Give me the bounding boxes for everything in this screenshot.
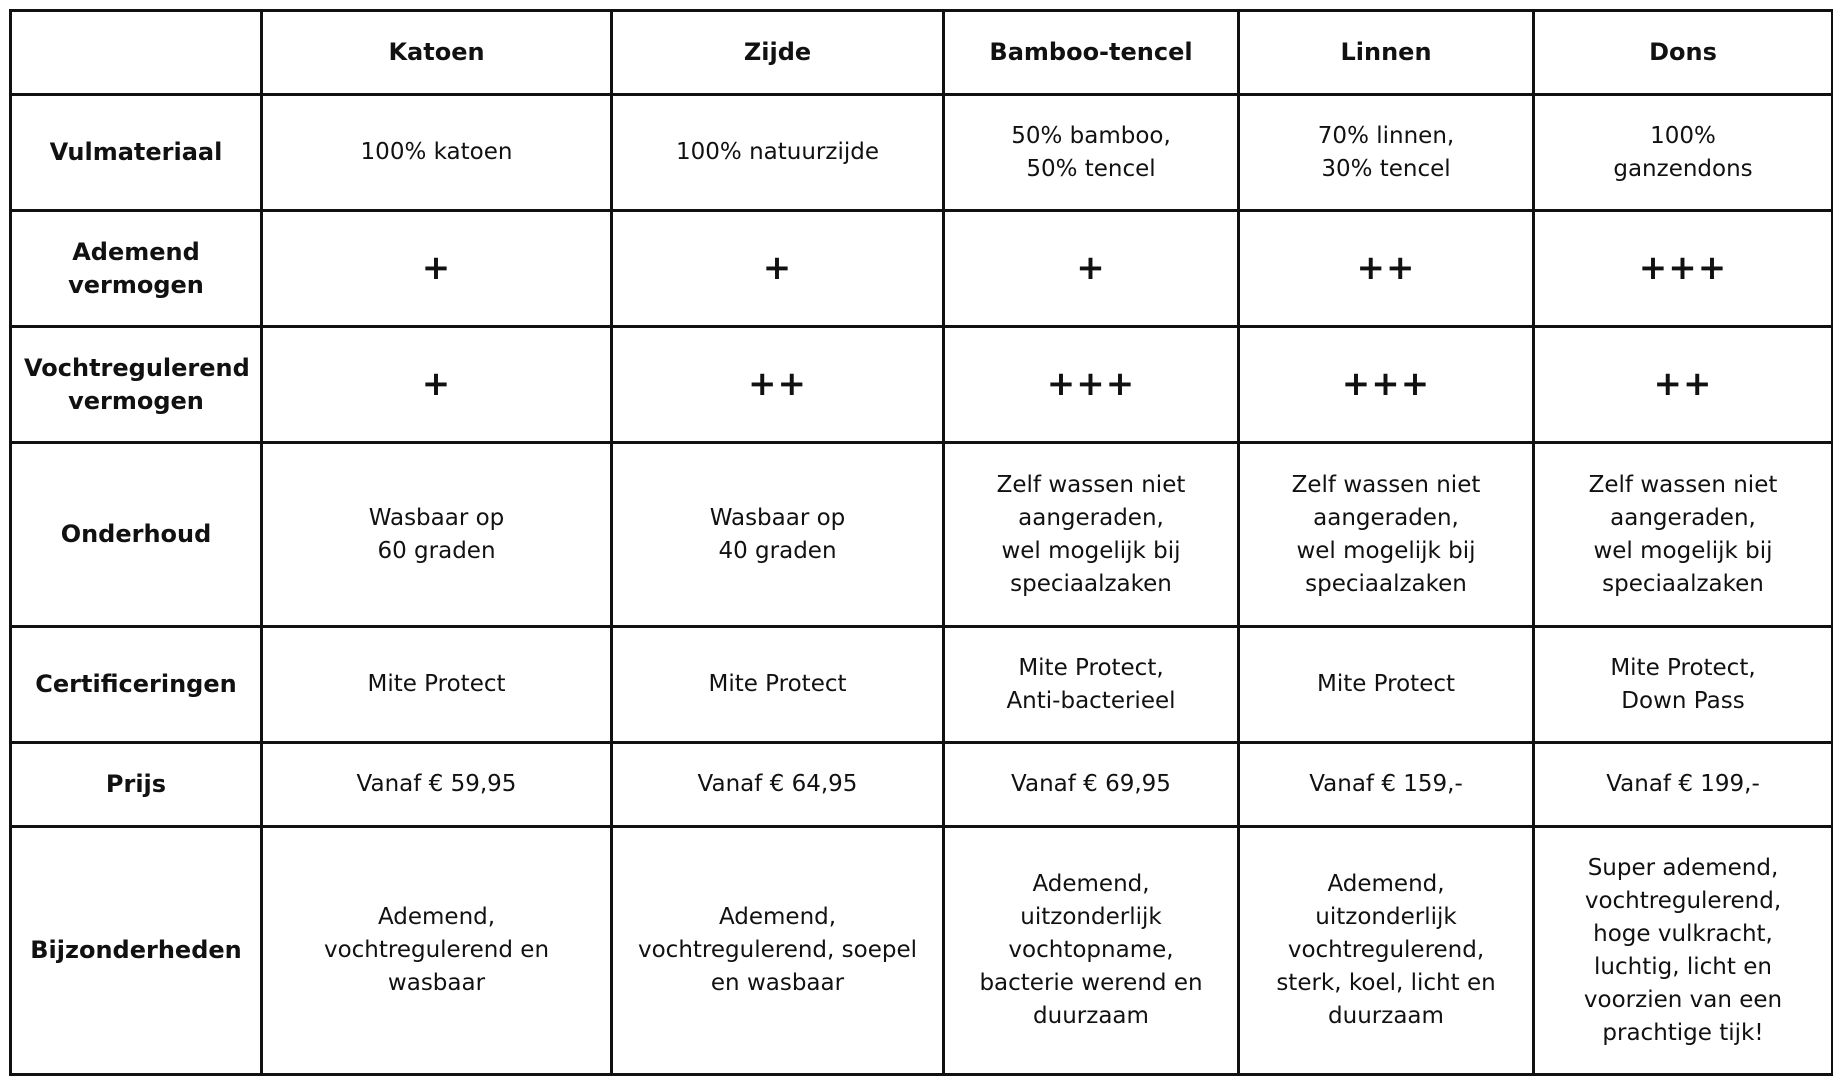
table-cell: Mite Protect, Down Pass [1534,627,1833,743]
table-cell: 100% ganzendons [1534,95,1833,211]
rating-cell: ++ [1534,327,1833,443]
table-cell: Zelf wassen niet aangeraden, wel mogelijk bij speciaalzaken [944,443,1239,627]
row-label-certificeringen: Certificeringen [11,627,262,743]
table-cell: Ademend, uitzonderlijk vochtregulerend, sterk, koel, licht en duurzaam [1239,827,1534,1075]
rating-cell: +++ [1534,211,1833,327]
price-cell: Vanaf € 159,- [1239,743,1534,827]
table-row-bijzonderheden [11,827,1833,1075]
comparison-table [9,9,1833,1076]
header-corner-cell [11,11,262,95]
table-cell: Wasbaar op 40 graden [612,443,944,627]
rating-cell: +++ [944,327,1239,443]
table-cell: 70% linnen, 30% tencel [1239,95,1534,211]
rating-cell: + [262,211,612,327]
table-row-vochtregulerend-vermogen [11,327,1833,443]
row-label-onderhoud: Onderhoud [11,443,262,627]
price-cell: Vanaf € 199,- [1534,743,1833,827]
column-header-dons: Dons [1534,11,1833,95]
column-header-katoen: Katoen [262,11,612,95]
table-cell: 50% bamboo, 50% tencel [944,95,1239,211]
row-label-ademend-vermogen: Ademend vermogen [11,211,262,327]
table-cell: Super ademend, vochtregulerend, hoge vulkracht, luchtig, licht en voorzien van een prachtige tijk! [1534,827,1833,1075]
table-row-onderhoud [11,443,1833,627]
rating-cell: + [944,211,1239,327]
column-header-linnen: Linnen [1239,11,1534,95]
table-cell: Mite Protect [612,627,944,743]
table-cell: Ademend, vochtregulerend, soepel en wasbaar [612,827,944,1075]
rating-cell: ++ [612,327,944,443]
table-cell: Ademend, vochtregulerend en wasbaar [262,827,612,1075]
table-row-certificeringen [11,627,1833,743]
rating-cell: ++ [1239,211,1534,327]
table-row-prijs [11,743,1833,827]
table-cell: Mite Protect, Anti-bacterieel [944,627,1239,743]
table-cell: Wasbaar op 60 graden [262,443,612,627]
table-cell: 100% natuurzijde [612,95,944,211]
column-header-zijde: Zijde [612,11,944,95]
row-label-vochtregulerend-vermogen: Vochtregulerend vermogen [11,327,262,443]
table-cell: Ademend, uitzonderlijk vochtopname, bacterie werend en duurzaam [944,827,1239,1075]
table-row-vulmateriaal [11,95,1833,211]
table-cell: 100% katoen [262,95,612,211]
rating-cell: + [612,211,944,327]
table-cell: Zelf wassen niet aangeraden, wel mogelijk bij speciaalzaken [1534,443,1833,627]
row-label-vulmateriaal: Vulmateriaal [11,95,262,211]
rating-cell: +++ [1239,327,1534,443]
price-cell: Vanaf € 59,95 [262,743,612,827]
column-header-bamboo-tencel: Bamboo-tencel [944,11,1239,95]
header-row [11,11,1833,95]
price-cell: Vanaf € 69,95 [944,743,1239,827]
row-label-prijs: Prijs [11,743,262,827]
table-cell: Mite Protect [262,627,612,743]
table-row-ademend-vermogen [11,211,1833,327]
price-cell: Vanaf € 64,95 [612,743,944,827]
rating-cell: + [262,327,612,443]
table-cell: Zelf wassen niet aangeraden, wel mogelijk bij speciaalzaken [1239,443,1534,627]
table-cell: Mite Protect [1239,627,1534,743]
row-label-bijzonderheden: Bijzonderheden [11,827,262,1075]
